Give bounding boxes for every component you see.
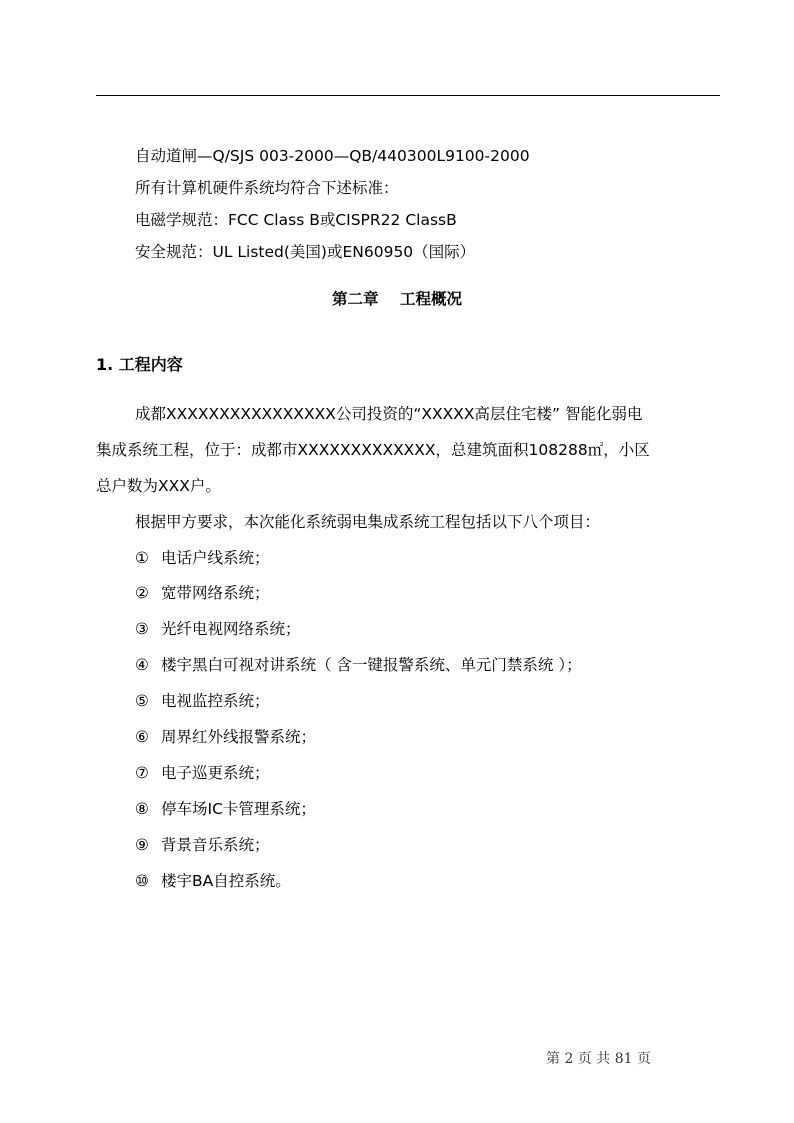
page-footer: 第 2 页 共 81 页 [546, 1051, 651, 1067]
list-number: ⑨ [135, 836, 149, 854]
list-item [135, 727, 316, 747]
list-number: ① [135, 549, 149, 567]
list-text: 停车场IC卡管理系统； [161, 800, 316, 818]
list-text: 背景音乐系统； [161, 836, 270, 854]
list-item [135, 799, 316, 819]
list-text: 电视监控系统； [161, 692, 270, 710]
list-text: 楼宇BA自控系统。 [161, 872, 291, 890]
header-rule [96, 95, 720, 96]
section-title: 1. 工程内容 [96, 355, 183, 374]
list-number: ⑤ [135, 692, 149, 710]
list-text: 周界红外线报警系统； [161, 728, 317, 746]
list-text: 楼宇黑白可视对讲系统（ 含一键报警系统、单元门禁系统 ）； [161, 656, 582, 674]
list-text: 光纤电视网络系统； [161, 620, 301, 638]
list-text: 电话户线系统； [161, 549, 270, 567]
intro-line-2: 集成系统工程，位于：成都市XXXXXXXXXXXXX，总建筑面积108288㎡，小区 [96, 441, 650, 459]
list-item [135, 835, 270, 855]
list-item [135, 619, 301, 639]
list-item [135, 691, 270, 711]
list-item [135, 583, 270, 603]
list-number: ⑦ [135, 764, 149, 782]
list-text: 电子巡更系统； [161, 764, 270, 782]
list-item [135, 763, 270, 783]
list-number: ⑥ [135, 728, 149, 746]
list-number: ⑩ [135, 872, 149, 890]
standard-line-4: 安全规范：UL Listed(美国)或EN60950（国际） [135, 243, 476, 261]
list-item [135, 871, 291, 891]
list-number: ④ [135, 656, 149, 674]
standard-line-2: 所有计算机硬件系统均符合下述标准： [135, 179, 399, 197]
list-number: ② [135, 584, 149, 602]
list-text: 宽带网络系统； [161, 584, 270, 602]
intro-line-3: 总户数为XXX户。 [96, 477, 221, 495]
requirement-line: 根据甲方要求，本次能化系统弱电集成系统工程包括以下八个项目： [135, 513, 601, 531]
intro-line-1: 成都XXXXXXXXXXXXXXXX公司投资的“XXXXX高层住宅楼” 智能化弱电 [135, 405, 643, 423]
list-number: ③ [135, 620, 149, 638]
standard-line-1: 自动道闸—Q/SJS 003-2000—QB/440300L9100-2000 [135, 147, 530, 165]
list-item [135, 548, 270, 568]
list-item [135, 655, 582, 675]
chapter-title: 第二章 工程概况 [331, 290, 463, 308]
list-number: ⑧ [135, 800, 149, 818]
standard-line-3: 电磁学规范：FCC Class B或CISPR22 ClassB [135, 211, 457, 229]
